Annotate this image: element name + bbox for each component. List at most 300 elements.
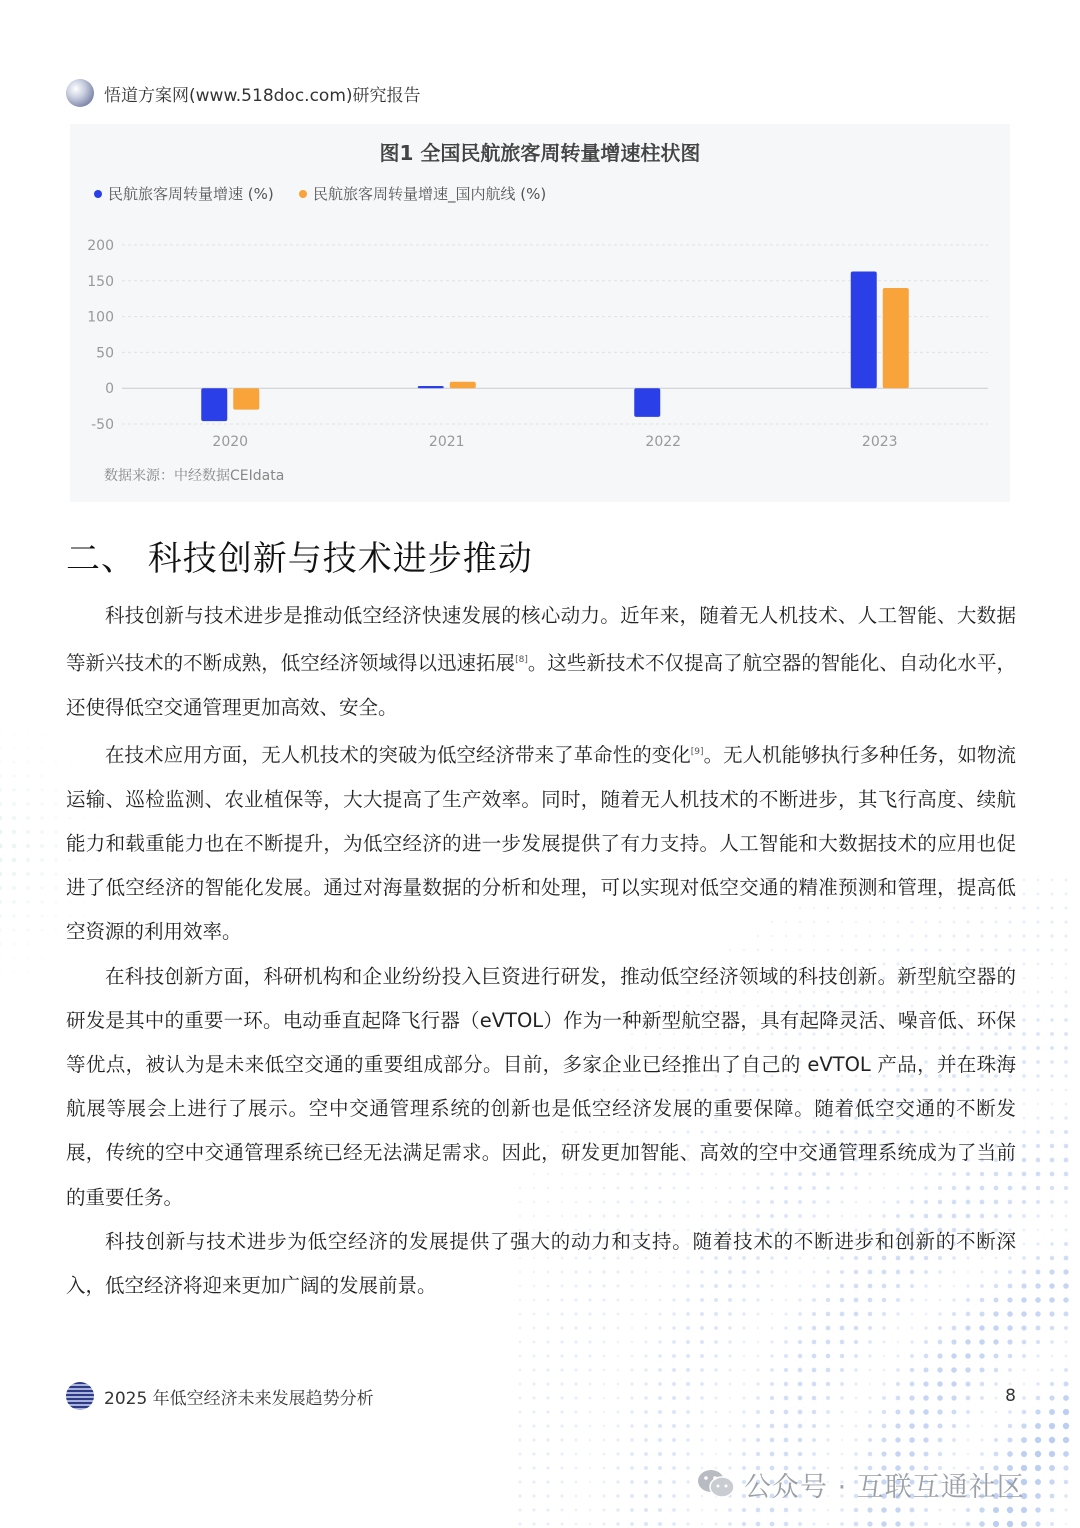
decor-dot [895,1451,901,1457]
decor-dot [1050,1382,1054,1386]
decor-dot [1036,948,1039,951]
decor-dot [1051,893,1054,896]
decor-dot [26,858,30,862]
decor-dot [13,971,16,974]
decor-dot [560,1368,563,1371]
decor-dot [40,872,44,876]
decor-dot [715,1509,718,1512]
decor-dot [686,1340,690,1344]
decor-dot [742,1312,745,1315]
decor-dot [686,1494,689,1497]
decor-dot [952,1424,956,1428]
decor-dot [770,1522,775,1527]
x-tick-label: 2021 [428,434,465,450]
decor-dot [41,957,44,960]
decor-dot [1065,1523,1067,1525]
decor-dot [658,1522,662,1526]
decor-dot [13,943,16,946]
decor-dot [603,1509,606,1512]
decor-dot [603,1341,606,1344]
decor-dot [631,1327,633,1329]
decor-dot [1036,1186,1041,1191]
decor-dot [923,1437,928,1442]
chart-panel [70,124,1010,502]
decor-dot [868,1354,871,1357]
decor-dot [965,1339,970,1344]
decor-dot [686,1354,690,1358]
decor-dot [40,802,43,805]
decor-dot [728,1522,732,1526]
decor-dot [546,1452,549,1455]
decor-dot [1022,1256,1026,1260]
decor-dot [757,1341,760,1344]
decor-dot [1050,1186,1054,1190]
decor-dot [1022,1158,1027,1163]
decor-dot [1036,1158,1041,1163]
decor-dot [952,1312,956,1316]
decor-dot [546,1368,549,1371]
decor-dot [0,774,2,778]
x-tick-label: 2020 [212,434,249,450]
decor-dot [1022,948,1025,951]
decor-dot [13,985,15,987]
decor-dot [616,1522,619,1525]
decor-dot [756,1522,761,1527]
decor-dot [658,1368,662,1372]
decor-dot [770,1354,774,1358]
decor-dot [631,1313,634,1316]
decor-dot [784,1522,788,1526]
bar-2021-series-1 [418,386,444,388]
decor-dot [1023,879,1026,882]
decor-dot [40,886,43,889]
decor-dot [0,985,1,987]
decor-dot [1035,1507,1040,1512]
decor-dot [867,1507,872,1512]
decor-dot [40,914,43,917]
decor-dot [602,1312,605,1315]
decor-dot [561,1509,564,1512]
decor-dot [0,844,2,849]
y-tick-label: 100 [87,309,114,326]
decor-dot [561,1495,564,1498]
decor-dot [1065,1509,1068,1512]
decor-dot [617,1327,620,1330]
decor-dot [812,1340,817,1345]
decor-dot [756,1368,759,1371]
header-logo-icon [66,79,94,107]
decor-dot [952,1508,955,1511]
decor-dot [589,1369,592,1372]
decor-dot [0,886,2,890]
decor-dot [533,1313,536,1316]
decor-dot [519,1439,522,1442]
decor-dot [798,1354,803,1359]
decor-dot [743,1355,746,1358]
decor-dot [1021,1507,1027,1513]
decor-dot [798,1312,802,1316]
decor-dot [841,1439,843,1441]
decor-dot [1022,1130,1026,1134]
decor-dot [1022,1060,1026,1064]
decor-dot [686,1452,690,1456]
decor-dot [560,1452,563,1455]
decor-dot [841,1453,844,1456]
decor-dot [630,1438,634,1442]
decor-dot [12,760,15,763]
decor-dot [560,1326,563,1329]
decor-dot [728,1312,732,1316]
decor-dot [840,1312,845,1317]
decor-dot [1065,879,1068,882]
decor-dot [588,1340,591,1343]
decor-dot [560,1340,563,1343]
decor-dot [644,1522,648,1526]
decor-dot [967,1453,970,1456]
decor-dot [686,1466,689,1469]
decor-dot [617,1341,620,1344]
decor-dot [672,1438,676,1442]
decor-dot [1035,1283,1040,1288]
decor-dot [1037,879,1040,882]
decor-dot [700,1340,704,1344]
decor-dot [923,1451,928,1456]
decor-dot [603,1467,606,1470]
decor-dot [1022,1074,1026,1078]
decor-dot [532,1508,535,1511]
decor-dot [882,1340,885,1343]
bar-2022-series-1 [634,388,660,417]
decor-dot [980,1452,984,1456]
decor-dot [686,1424,690,1428]
decor-dot [55,957,57,959]
decor-dot [645,1313,648,1316]
decor-dot [532,1480,535,1483]
decor-dot [1064,1004,1067,1007]
decor-dot [574,1340,577,1343]
decor-dot [743,1341,746,1344]
decor-dot [966,1424,969,1427]
footer-logo-icon [66,1382,94,1410]
decor-dot [546,1522,549,1525]
decor-dot [588,1354,591,1357]
decor-dot [923,1367,928,1372]
decor-dot [658,1438,662,1442]
decor-dot [742,1438,746,1442]
wechat-icon [696,1468,736,1500]
decor-dot [532,1438,535,1441]
decor-dot [798,1452,802,1456]
decor-dot [1051,963,1054,966]
decor-dot [1063,1395,1069,1401]
decor-dot [881,1507,887,1513]
decor-dot [0,928,2,931]
decor-dot [546,1480,549,1483]
decor-dot [13,719,15,721]
decor-dot [1049,1437,1055,1443]
decor-dot [1050,1214,1053,1217]
decor-dot [1064,920,1067,923]
decor-dot [54,802,57,805]
decor-dot [54,886,57,889]
decor-dot [1050,1158,1055,1163]
decor-dot [965,1353,971,1359]
decor-dot [757,1355,760,1358]
decor-dot [1037,1369,1040,1372]
decor-dot [756,1452,760,1456]
decor-dot [672,1312,675,1315]
decor-dot [994,1452,999,1457]
bar-2023-series-2 [883,288,909,388]
decor-dot [1007,1325,1013,1331]
decor-dot [1037,1103,1039,1105]
decor-dot [645,1327,648,1330]
decor-dot [910,1354,914,1358]
decor-dot [630,1466,634,1470]
decor-dot [742,1326,745,1329]
bar-2023-series-1 [851,271,877,388]
decor-dot [1050,1060,1054,1064]
decor-dot [714,1312,718,1316]
decor-dot [967,1439,970,1442]
decor-dot [1035,1423,1041,1429]
decor-dot [55,747,58,750]
decor-dot [938,1452,942,1456]
decor-dot [560,1354,563,1357]
decor-dot [27,761,30,764]
decor-dot [26,886,30,890]
decor-dot [1021,1325,1026,1330]
decor-dot [617,1425,620,1428]
decor-dot [0,802,2,806]
decor-dot [686,1522,689,1525]
decor-dot [0,957,1,960]
decor-dot [1051,879,1054,882]
decor-dot [672,1368,676,1372]
decor-dot [937,1367,942,1372]
chart-title: 图1 全国民航旅客周转量增速柱状图 [379,141,701,165]
decor-dot [13,747,16,750]
decor-dot [616,1466,619,1469]
decor-dot [1049,1395,1054,1400]
decor-dot [909,1423,915,1429]
decor-dot [546,1508,549,1511]
decor-dot [1021,1451,1027,1457]
decor-dot [911,1313,914,1316]
decor-dot [12,788,16,792]
page-header [66,78,421,108]
decor-dot [881,1521,887,1527]
decor-dot [1065,1355,1068,1358]
decor-dot [1049,1423,1055,1429]
decor-dot [910,1368,914,1372]
decor-dot [532,1452,535,1455]
decor-dot [714,1354,718,1358]
decor-dot [519,1313,522,1316]
decor-dot [1050,1494,1055,1499]
decor-dot [644,1494,648,1498]
decor-dot [1051,991,1054,994]
decor-dot [1064,1200,1068,1204]
decor-dot [1065,963,1068,966]
decor-dot [0,858,2,863]
decor-dot [12,844,17,849]
decor-dot [55,915,58,918]
decor-dot [854,1312,859,1317]
decor-dot [1007,1507,1013,1513]
decor-dot [1022,1410,1027,1415]
decor-dot [1064,1172,1069,1177]
decor-dot [701,1509,704,1512]
decor-dot [1007,1451,1013,1457]
decor-dot [1064,1060,1068,1064]
decor-dot [27,943,30,946]
decor-dot [658,1354,662,1358]
decor-dot [1049,1479,1054,1484]
decor-dot [630,1480,634,1484]
decor-dot [1064,1074,1067,1077]
decor-dot [1023,1103,1026,1106]
decor-dot [54,900,57,903]
decor-dot [784,1312,787,1315]
decor-dot [1036,1116,1039,1119]
decor-dot [882,1424,887,1429]
decor-dot [1063,1409,1069,1415]
decor-dot [55,929,58,932]
decor-dot [743,1369,746,1372]
decor-dot [1022,1270,1027,1275]
decor-dot [909,1451,915,1457]
decor-dot [1022,1354,1026,1358]
decor-dot [729,1425,732,1428]
decor-dot [742,1452,746,1456]
decor-dot [589,1425,592,1428]
decor-dot [26,914,29,917]
decor-dot [1063,1297,1068,1302]
decor-dot [1049,1269,1054,1274]
decor-dot [1063,1465,1068,1470]
decor-dot [841,1425,844,1428]
decor-dot [54,858,58,862]
decor-dot [519,1355,522,1358]
decor-dot [980,1438,983,1441]
decor-dot [27,971,29,973]
decor-dot [714,1326,718,1330]
decor-dot [756,1424,760,1428]
decor-dot [965,1367,970,1372]
decor-dot [574,1326,577,1329]
decor-dot [1023,907,1026,910]
decor-dot [533,1355,536,1358]
decor-dot [924,1508,928,1512]
decor-dot [672,1452,676,1456]
decor-dot [40,900,43,903]
decor-dot [868,1340,872,1344]
decor-dot [715,1425,718,1428]
decor-dot [1007,1339,1012,1344]
decor-dot [1065,977,1068,980]
decor-dot [1022,1032,1026,1036]
decor-dot [12,886,16,890]
decor-dot [924,1340,928,1344]
decor-dot [518,1480,521,1483]
decor-dot [911,1327,914,1330]
decor-dot [784,1368,788,1372]
decor-dot [868,1452,873,1457]
decor-dot [757,1327,760,1330]
decor-dot [771,1313,773,1315]
decor-dot [1021,1311,1027,1317]
citation-ref: [8] [515,655,528,666]
decor-dot [1050,906,1053,909]
decor-dot [561,1481,564,1484]
decor-dot [631,1369,634,1372]
decor-dot [41,719,43,721]
decor-dot [895,1423,900,1428]
decor-dot [575,1453,578,1456]
decor-dot [966,1522,971,1527]
decor-dot [658,1480,662,1484]
decor-dot [27,957,30,960]
decor-dot [575,1425,578,1428]
decor-dot [784,1340,788,1344]
decor-dot [784,1438,789,1443]
decor-dot [1023,991,1026,994]
decor-dot [993,1353,998,1358]
decor-dot [784,1452,789,1457]
decor-dot [12,928,15,931]
decor-dot [644,1466,648,1470]
decor-dot [41,775,44,778]
decor-dot [1036,1018,1040,1022]
decor-dot [840,1340,845,1345]
decor-dot [1036,1046,1040,1050]
decor-dot [686,1480,689,1483]
decor-dot [1036,1172,1041,1177]
decor-dot [1064,1256,1069,1261]
decor-dot [1065,949,1068,952]
decor-dot [0,760,2,763]
decor-dot [672,1326,676,1330]
decor-dot [644,1508,648,1512]
decor-dot [1064,1242,1068,1246]
decor-dot [938,1340,943,1345]
decor-dot [756,1508,761,1513]
decor-dot [701,1523,704,1526]
decor-dot [812,1522,815,1525]
decor-dot [1063,1283,1069,1289]
decor-dot [55,789,58,792]
decor-dot [1035,1409,1040,1414]
decor-dot [700,1368,704,1372]
decor-dot [12,858,16,862]
decor-dot [993,1339,998,1344]
decor-dot [1022,1018,1025,1021]
decor-dot [518,1508,521,1511]
decor-dot [672,1522,676,1526]
decor-dot [26,802,30,806]
decor-dot [26,900,30,904]
decor-dot [644,1354,647,1357]
x-tick-label: 2023 [861,434,898,450]
decor-dot [54,844,58,848]
decor-dot [868,1326,872,1330]
decor-dot [896,1368,900,1372]
decor-dot [827,1523,830,1526]
decor-dot [630,1452,634,1456]
decor-dot [0,719,1,721]
decor-dot [1022,1088,1025,1091]
